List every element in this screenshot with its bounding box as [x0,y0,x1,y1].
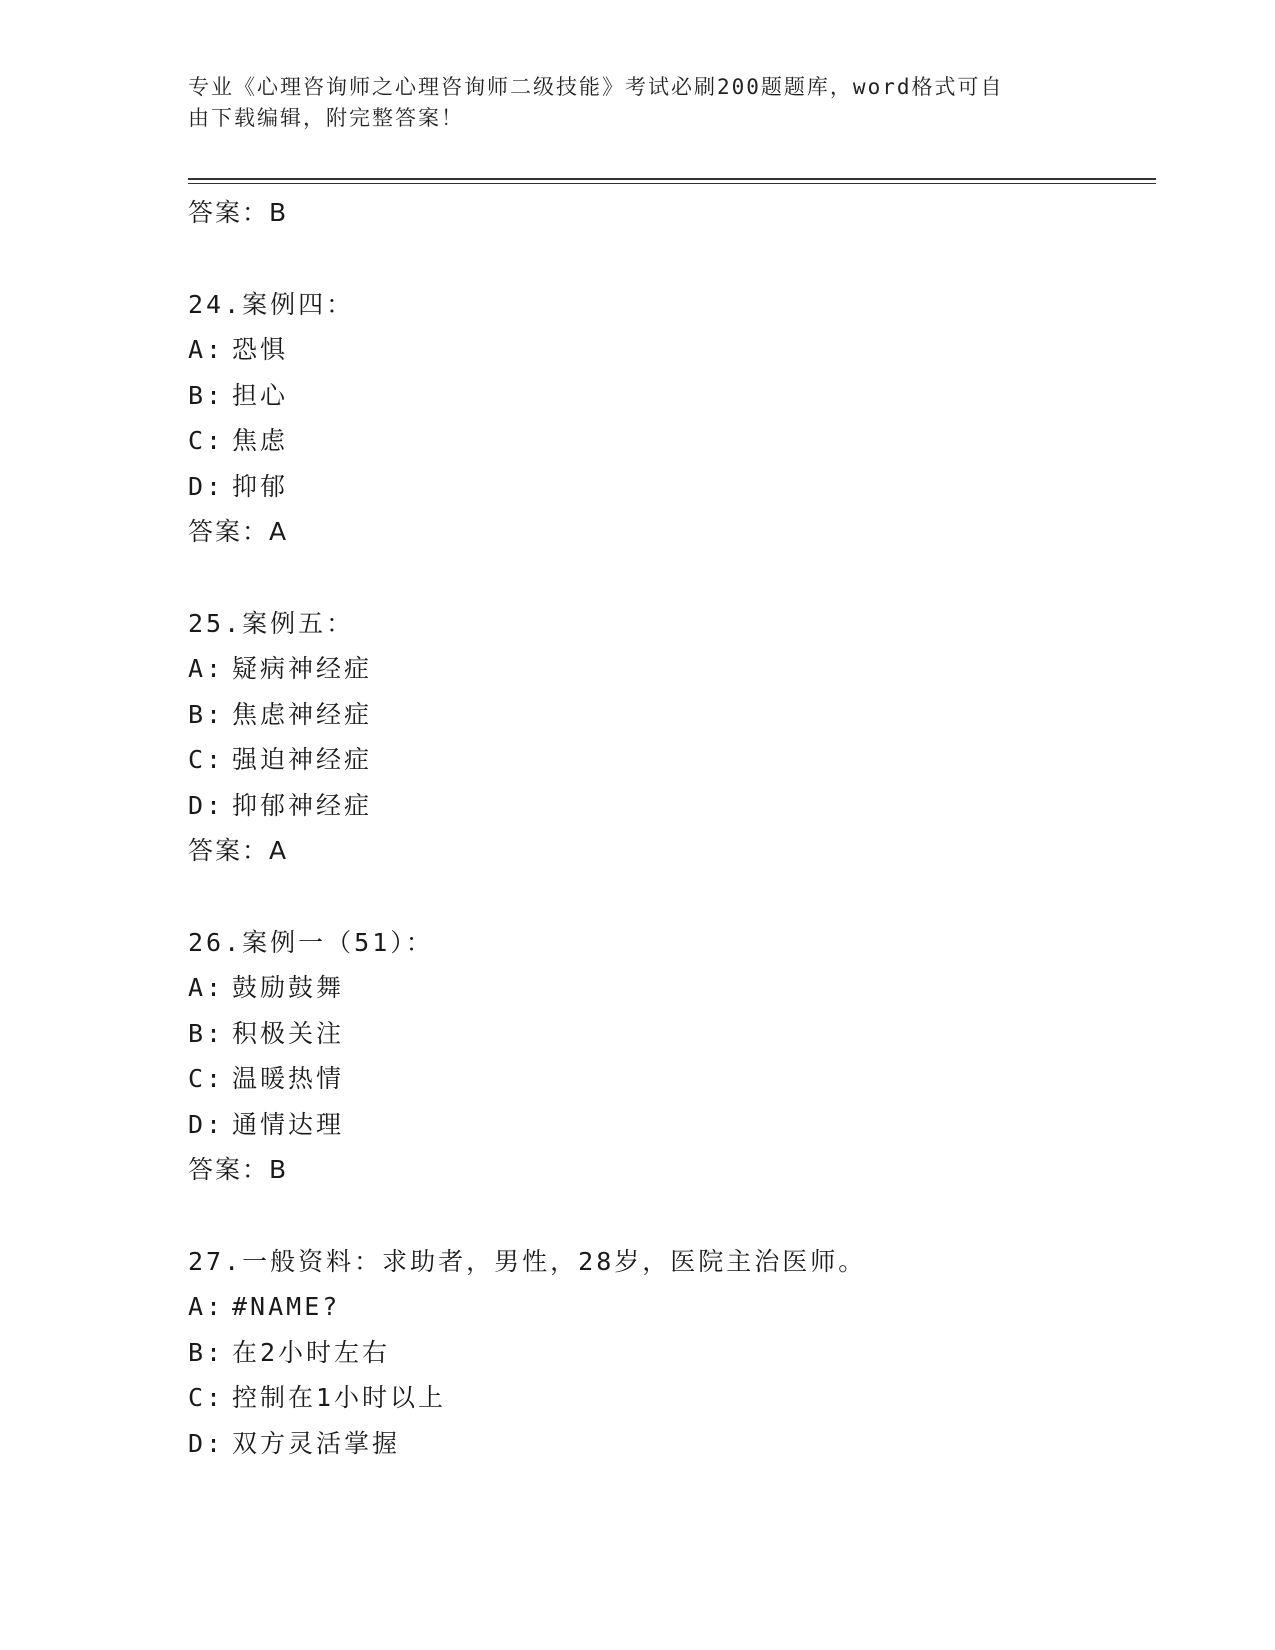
option-line [188,418,1156,464]
option-line [188,1421,1156,1467]
option-key: C: [188,1064,225,1093]
option-key: C: [188,745,225,774]
option-text: 恐惧 [232,335,289,364]
option-line [188,737,1156,783]
option-text: 焦虑神经症 [232,699,373,729]
option-key: C: [188,1383,225,1412]
option-key: B: [188,699,225,729]
option-key: D: [188,1109,225,1139]
option-text: 双方灵活掌握 [232,1428,401,1458]
header-divider-thick [188,178,1156,180]
option-key: B: [188,1337,225,1367]
header-line-2: 由下载编辑，附完整答案！ [188,106,464,130]
option-key: A: [188,654,225,683]
question-block [188,282,1156,555]
option-text: 焦虑 [232,426,289,455]
header-line-1: 专业《心理咨询师之心理咨询师二级技能》考试必刷200题题库，word格式可自 [188,75,1004,99]
spacer [188,236,1156,282]
option-key: A: [188,1292,225,1321]
answer-line: 答案：A [188,836,289,865]
option-text: 疑病神经症 [232,654,373,683]
option-key: D: [188,790,225,820]
option-line [188,646,1156,692]
option-line [188,1011,1156,1057]
question-stem: 26.案例一（51）： [188,927,434,957]
spacer [188,874,1156,920]
answer-line: 答案：B [188,198,289,227]
question-stem: 27.一般资料：求助者，男性，28岁，医院主治医师。 [188,1246,867,1276]
option-text: 通情达理 [232,1109,345,1139]
question-block [188,1239,1156,1467]
question-stem: 25.案例五： [188,608,355,638]
option-line [188,692,1156,738]
question-stem: 24.案例四： [188,289,355,319]
option-key: D: [188,471,225,501]
option-text: 温暖热情 [232,1064,345,1093]
option-text: 积极关注 [232,1018,345,1048]
option-text: 抑郁 [232,471,289,501]
option-line [188,1102,1156,1148]
option-line [188,1284,1156,1330]
option-text: 控制在1小时以上 [232,1383,447,1412]
option-key: D: [188,1428,225,1458]
option-line [188,1330,1156,1376]
option-text: 在2小时左右 [232,1337,391,1367]
spacer [188,1193,1156,1239]
option-line [188,1375,1156,1421]
question-list [188,190,1156,1466]
question-block [188,920,1156,1193]
option-line [188,464,1156,510]
spacer [188,555,1156,601]
answer-line: 答案：A [188,517,289,546]
option-text: 担心 [232,380,289,410]
question-block [188,601,1156,874]
option-text: 抑郁神经症 [232,790,373,820]
header-divider-thin [188,183,1156,184]
option-line [188,373,1156,419]
option-line [188,327,1156,373]
option-key: B: [188,1018,225,1048]
option-key: A: [188,335,225,364]
option-key: B: [188,380,225,410]
document-header [188,72,1068,134]
option-line [188,965,1156,1011]
option-text: #NAME? [232,1292,341,1321]
option-text: 鼓励鼓舞 [232,973,345,1002]
option-key: A: [188,973,225,1002]
option-text: 强迫神经症 [232,745,373,774]
answer-line: 答案：B [188,1155,289,1184]
option-key: C: [188,426,225,455]
option-line [188,783,1156,829]
option-line [188,1056,1156,1102]
